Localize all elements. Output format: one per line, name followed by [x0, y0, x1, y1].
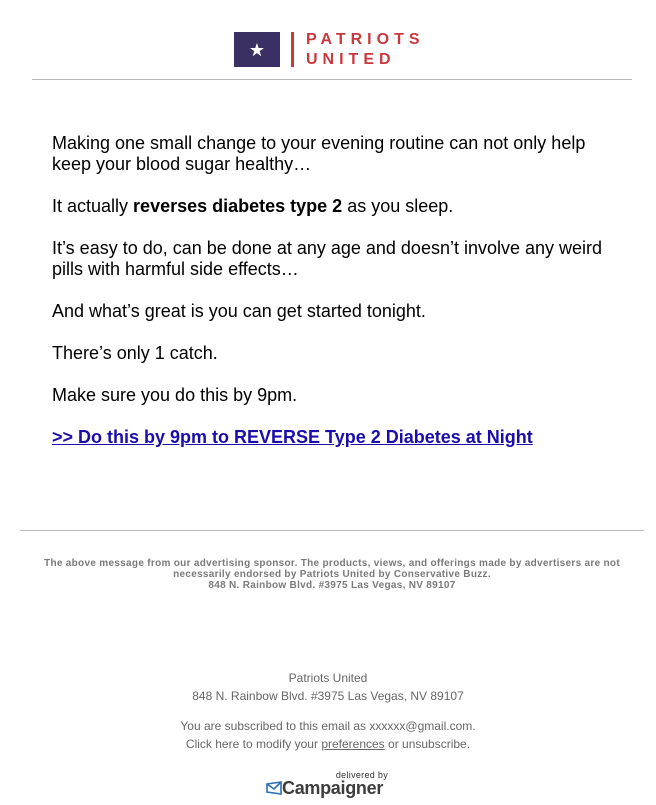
disclaimer-text: The above message from our advertising sponsor. The products, views, and offerings made by advertisers are not necessarily endorsed by Patriots United by Conservative Buzz.	[44, 558, 620, 580]
paragraph-easy: It’s easy to do, can be done at any age and doesn’t involve any weird pills with harmful side effects…	[52, 238, 603, 279]
footer-divider	[20, 530, 644, 531]
paragraph-tonight: And what’s great is you can get started tonight.	[52, 301, 426, 321]
paragraph-catch: There’s only 1 catch.	[52, 343, 218, 363]
subscription-info	[0, 719, 656, 755]
paragraph-reverses	[52, 196, 612, 217]
paragraph-9pm: Make sure you do this by 9pm.	[52, 385, 298, 405]
email-header	[0, 0, 656, 80]
disclaimer-address: 848 N. Rainbow Blvd. #3975 Las Vegas, NV 89107	[208, 580, 456, 591]
company-info	[0, 671, 656, 707]
preferences-link[interactable]: preferences	[321, 737, 385, 751]
logo-line-2: UNITED	[306, 51, 396, 68]
cta-paragraph	[52, 427, 612, 448]
logo-divider	[291, 32, 294, 67]
star-icon: ★	[234, 32, 280, 67]
paragraph-text: as you sleep.	[342, 196, 454, 216]
campaigner-badge[interactable]	[266, 770, 390, 800]
subscribed-text: You are subscribed to this email as xxxxxx@gmail.com.	[180, 719, 476, 733]
delivered-by-label: delivered by	[335, 770, 388, 780]
cta-link[interactable]: >> Do this by 9pm to REVERSE Type 2 Diabetes at Night	[52, 427, 533, 447]
company-name: Patriots United	[288, 671, 368, 685]
paragraph-text: It actually	[52, 196, 134, 216]
sponsor-disclaimer	[28, 558, 636, 591]
header-divider	[32, 79, 632, 80]
logo-line-1: PATRIOTS	[306, 31, 425, 48]
email-body	[52, 133, 612, 469]
paragraph-intro: Making one small change to your evening routine can not only help keep your blood sugar healthy…	[52, 133, 586, 174]
brand-logo-text	[306, 30, 425, 70]
emphasis-text: reverses diabetes type 2	[133, 196, 343, 216]
campaigner-logo: Campaigner	[282, 778, 384, 798]
modify-preferences-line	[0, 737, 656, 751]
company-address: 848 N. Rainbow Blvd. #3975 Las Vegas, NV 89107	[192, 689, 464, 703]
modify-text: Click here to modify your	[185, 737, 322, 751]
unsubscribe-text: or unsubscribe.	[384, 737, 471, 751]
campaigner-icon	[266, 781, 282, 795]
